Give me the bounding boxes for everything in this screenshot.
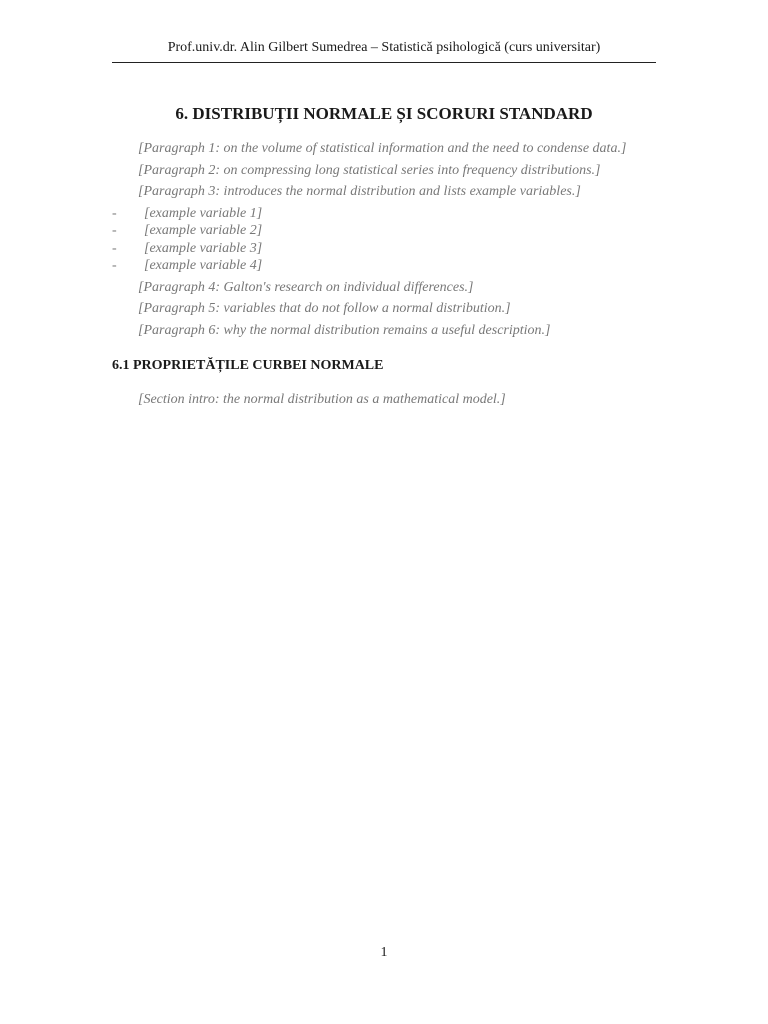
paragraph-4: [Paragraph 4: Galton's research on individual differences.] [138,279,474,295]
paragraph-5: [Paragraph 5: variables that do not follow a normal distribution.] [138,301,511,316]
list-item: - [example variable 3] [112,240,656,258]
list-item: - [example variable 4] [112,257,656,275]
section-intro: [Section intro: the normal distribution as a mathematical model.] [138,391,506,407]
page-number: 1 [380,945,388,960]
list-item: - [example variable 2] [112,222,656,240]
list-item: - [example variable 1] [112,205,656,223]
chapter-title: 6. DISTRIBUȚII NORMALE ȘI SCORURI STANDARD [175,104,593,123]
example-list [112,205,656,275]
paragraph-3: [Paragraph 3: introduces the normal distribution and lists example variables.] [138,184,581,199]
section-heading: 6.1 PROPRIETĂȚILE CURBEI NORMALE [112,358,384,373]
paragraph-6: [Paragraph 6: why the normal distribution remains a useful description.] [138,322,551,338]
paragraph-2: [Paragraph 2: on compressing long statistical series into frequency distributions.] [138,162,601,178]
header-divider [112,62,656,63]
paragraph-1: [Paragraph 1: on the volume of statistical information and the need to condense data.] [138,141,627,156]
running-header: Prof.univ.dr. Alin Gilbert Sumedrea – Statistică psihologică (curs universitar) [167,40,601,55]
body-text [112,140,656,412]
